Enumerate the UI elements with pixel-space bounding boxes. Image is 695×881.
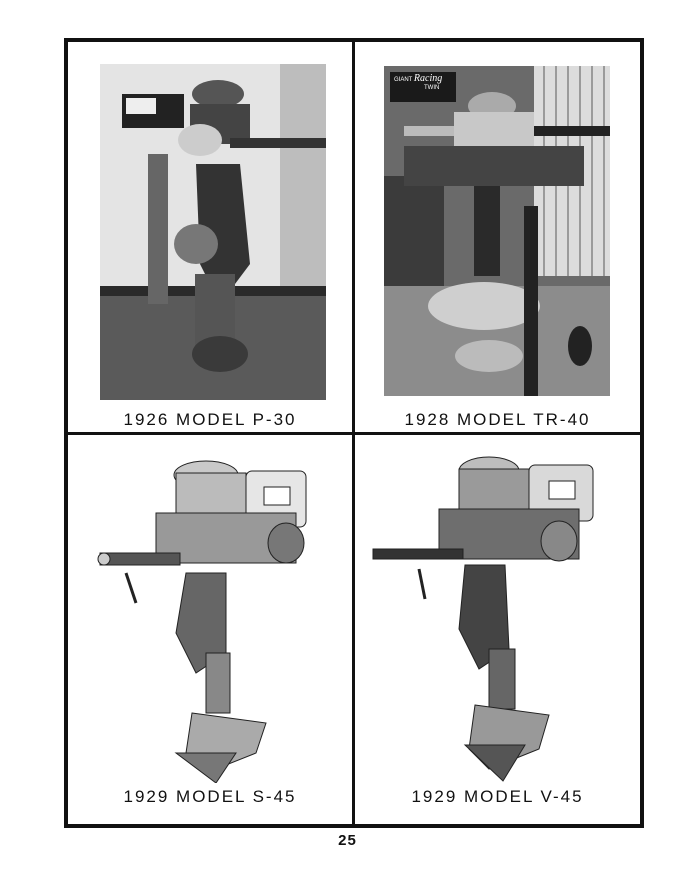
caption-s45: 1929 MODEL S-45 [123,787,297,806]
panel-v45 [355,435,640,824]
photo-p30-outboard [100,64,326,400]
photo-tr40-outboard [384,66,610,396]
illustration-v45-outboard [369,449,609,785]
sign-twin: TWIN [424,85,440,91]
panel-s45 [68,435,352,824]
sign-racing: Racing [413,73,443,84]
sign-giant: GIANT [394,77,413,83]
panel-p30 [68,42,352,432]
caption-tr40: 1928 MODEL TR-40 [404,410,591,429]
page-number: 25 [338,832,357,849]
racing-twin-sign [394,75,454,92]
illustration-s45-outboard [96,453,326,783]
caption-v45: 1929 MODEL V-45 [411,787,584,806]
panel-tr40 [355,42,640,432]
caption-p30: 1926 MODEL P-30 [123,410,297,429]
photo-grid-frame [64,38,644,828]
